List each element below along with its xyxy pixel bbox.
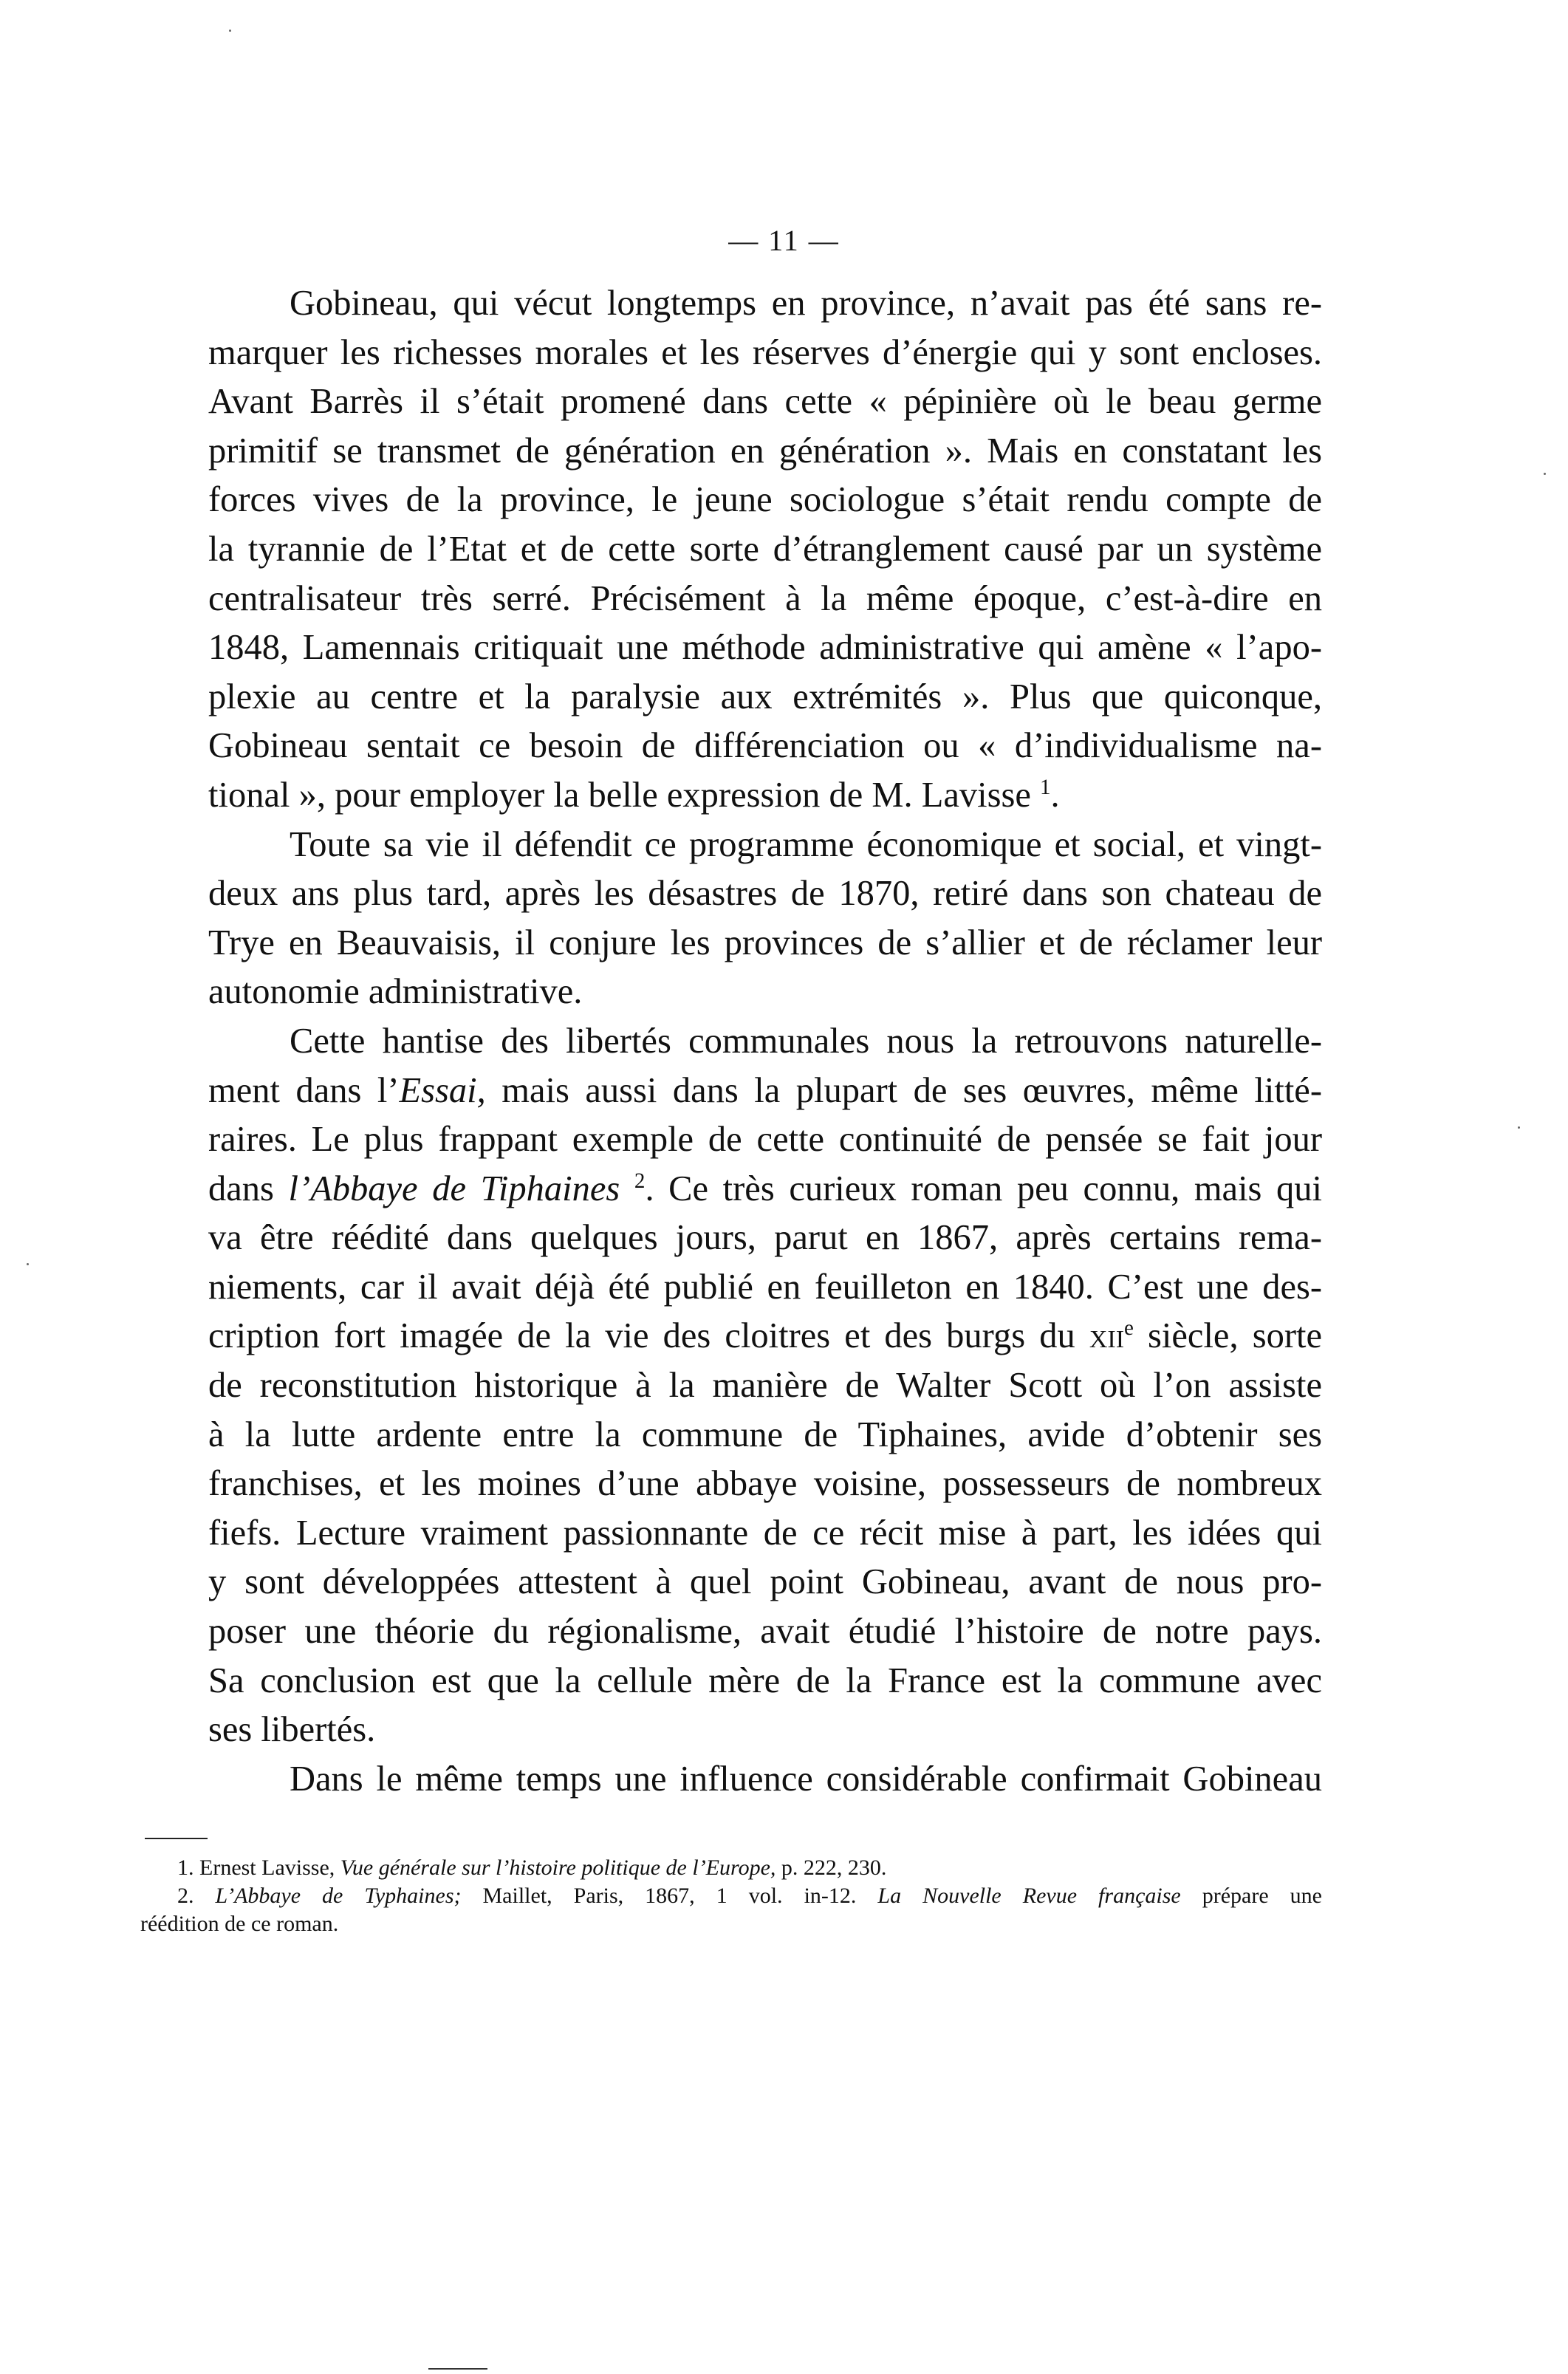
text-fragment: . (1050, 775, 1060, 815)
text-line: à la lutte ardente entre la commune de Tiphaines, avide d’obtenir ses (208, 1415, 1322, 1454)
footnote-line (140, 1854, 1322, 1882)
footnote-title: L’Abbaye de Typhaines; (194, 1884, 462, 1908)
scan-artifact-line (428, 2368, 487, 2370)
scan-speck (1544, 473, 1546, 475)
text-line: deux ans plus tard, après les désastres de 1870, retiré dans son chateau de (208, 874, 1322, 914)
footnote-separator (145, 1838, 208, 1839)
text-line: y sont développées attestent à quel point Gobineau, avant de nous pro- (208, 1562, 1322, 1602)
footnote-pages: p. 222, 230. (776, 1855, 887, 1880)
work-title-essai: Essai, (399, 1070, 486, 1110)
text-line: raires. Le plus frappant exemple de cette continuité de pensée se fait jour (208, 1120, 1322, 1160)
paragraph-3 (208, 1017, 1322, 1755)
body-text (208, 279, 1322, 1804)
text-line: Gobineau, qui vécut longtemps en province, n’avait pas été sans re- (290, 284, 1322, 323)
footnote-line: réédition de ce roman. (140, 1912, 339, 1936)
footnotes (140, 1854, 1322, 1938)
text-line: ses libertés. (208, 1710, 376, 1750)
paragraph-1 (208, 279, 1322, 821)
text-line (208, 1067, 1322, 1116)
text-line (208, 1165, 1322, 1214)
text-line: Dans le même temps une influence considérable confirmait Gobineau (290, 1759, 1322, 1799)
text-line: de reconstitution historique à la manière de Walter Scott où l’on assiste (208, 1366, 1322, 1406)
text-line: marquer les richesses morales et les réserves d’énergie qui y sont encloses. (208, 332, 1322, 372)
footnote-1 (140, 1854, 1322, 1882)
paragraph-2 (208, 821, 1322, 1017)
paragraph-4 (208, 1755, 1322, 1805)
scan-speck (229, 30, 231, 32)
footnote-title: Vue générale sur l’histoire politique de l’Europe, (340, 1855, 776, 1880)
text-line: niements, car il avait déjà été publié en feuilleton en 1840. C’est une des- (208, 1267, 1322, 1307)
scan-speck (1518, 1126, 1520, 1129)
text-line: poser une théorie du régionalisme, avait étudié l’histoire de notre pays. (208, 1612, 1322, 1652)
footnote-ref-1[interactable]: 1 (1040, 775, 1051, 799)
text-line (208, 1312, 1322, 1361)
text-fragment: . Ce très curieux roman peu connu, mais qui (645, 1169, 1323, 1208)
text-line: va être réédité dans quelques jours, parut en 1867, après certains rema- (208, 1218, 1322, 1258)
text-fragment: dans (208, 1169, 289, 1208)
text-line: forces vives de la province, le jeune sociologue s’était rendu compte de (208, 480, 1322, 520)
page-number: — 11 — (728, 224, 840, 257)
text-line: centralisateur très serré. Précisément à la même époque, c’est-à-dire en (208, 578, 1322, 618)
text-fragment: ment dans l’ (208, 1070, 400, 1110)
text-line: Cette hantise des libertés communales nous la retrouvons naturelle- (290, 1021, 1322, 1061)
footnote-author: Ernest Lavisse, (194, 1855, 340, 1880)
text-line: Sa conclusion est que la cellule mère de la France est la commune avec (208, 1660, 1322, 1700)
footnote-text: prépare une (1180, 1884, 1322, 1908)
text-fragment: cription fort imagée de la vie des cloitres et des burgs du (208, 1316, 1089, 1356)
text-line: primitif se transmet de génération en génération ». Mais en constatant les (208, 431, 1322, 471)
footnote-number: 1. (177, 1855, 194, 1880)
footnote-publisher: Maillet, Paris, 1867, 1 vol. in-12. (461, 1884, 878, 1908)
century-superscript: e (1124, 1316, 1134, 1341)
footnote-2 (140, 1882, 1322, 1938)
text-fragment: tional », pour employer la belle expression de M. Lavisse (208, 775, 1031, 815)
work-title-abbaye: l’Abbaye de Tiphaines (288, 1169, 620, 1208)
text-line: Toute sa vie il défendit ce programme économique et social, et vingt- (290, 824, 1322, 864)
text-line: 1848, Lamennais critiquait une méthode administrative qui amène « l’apo- (208, 628, 1322, 668)
footnote-journal: La Nouvelle Revue française (877, 1884, 1181, 1908)
text-line: autonomie administrative. (208, 972, 583, 1012)
footnote-ref-2[interactable]: 2 (634, 1169, 646, 1193)
text-line (208, 771, 1322, 821)
text-line: plexie au centre et la paralysie aux extrémités ». Plus que quiconque, (208, 677, 1322, 716)
text-fragment: siècle, sorte (1133, 1316, 1322, 1356)
text-line: Gobineau sentait ce besoin de différenciation ou « d’individualisme na- (208, 726, 1322, 766)
text-line: la tyrannie de l’Etat et de cette sorte d’étranglement causé par un système (208, 529, 1322, 569)
scan-speck (27, 1263, 29, 1265)
text-line: fiefs. Lecture vraiment passionnante de ce récit mise à part, les idées qui (208, 1513, 1322, 1553)
text-line: Avant Barrès il s’était promené dans cette « pépinière où le beau germe (208, 382, 1322, 422)
text-line: Trye en Beauvaisis, il conjure les provinces de s’allier et de réclamer leur (208, 923, 1322, 962)
footnote-line (140, 1882, 1322, 1910)
text-line: franchises, et les moines d’une abbaye voisine, possesseurs de nombreux (208, 1464, 1322, 1504)
footnote-number: 2. (177, 1884, 194, 1908)
century-numeral: xii (1089, 1316, 1125, 1356)
text-fragment: mais aussi dans la plupart de ses œuvres, même litté- (485, 1070, 1322, 1110)
